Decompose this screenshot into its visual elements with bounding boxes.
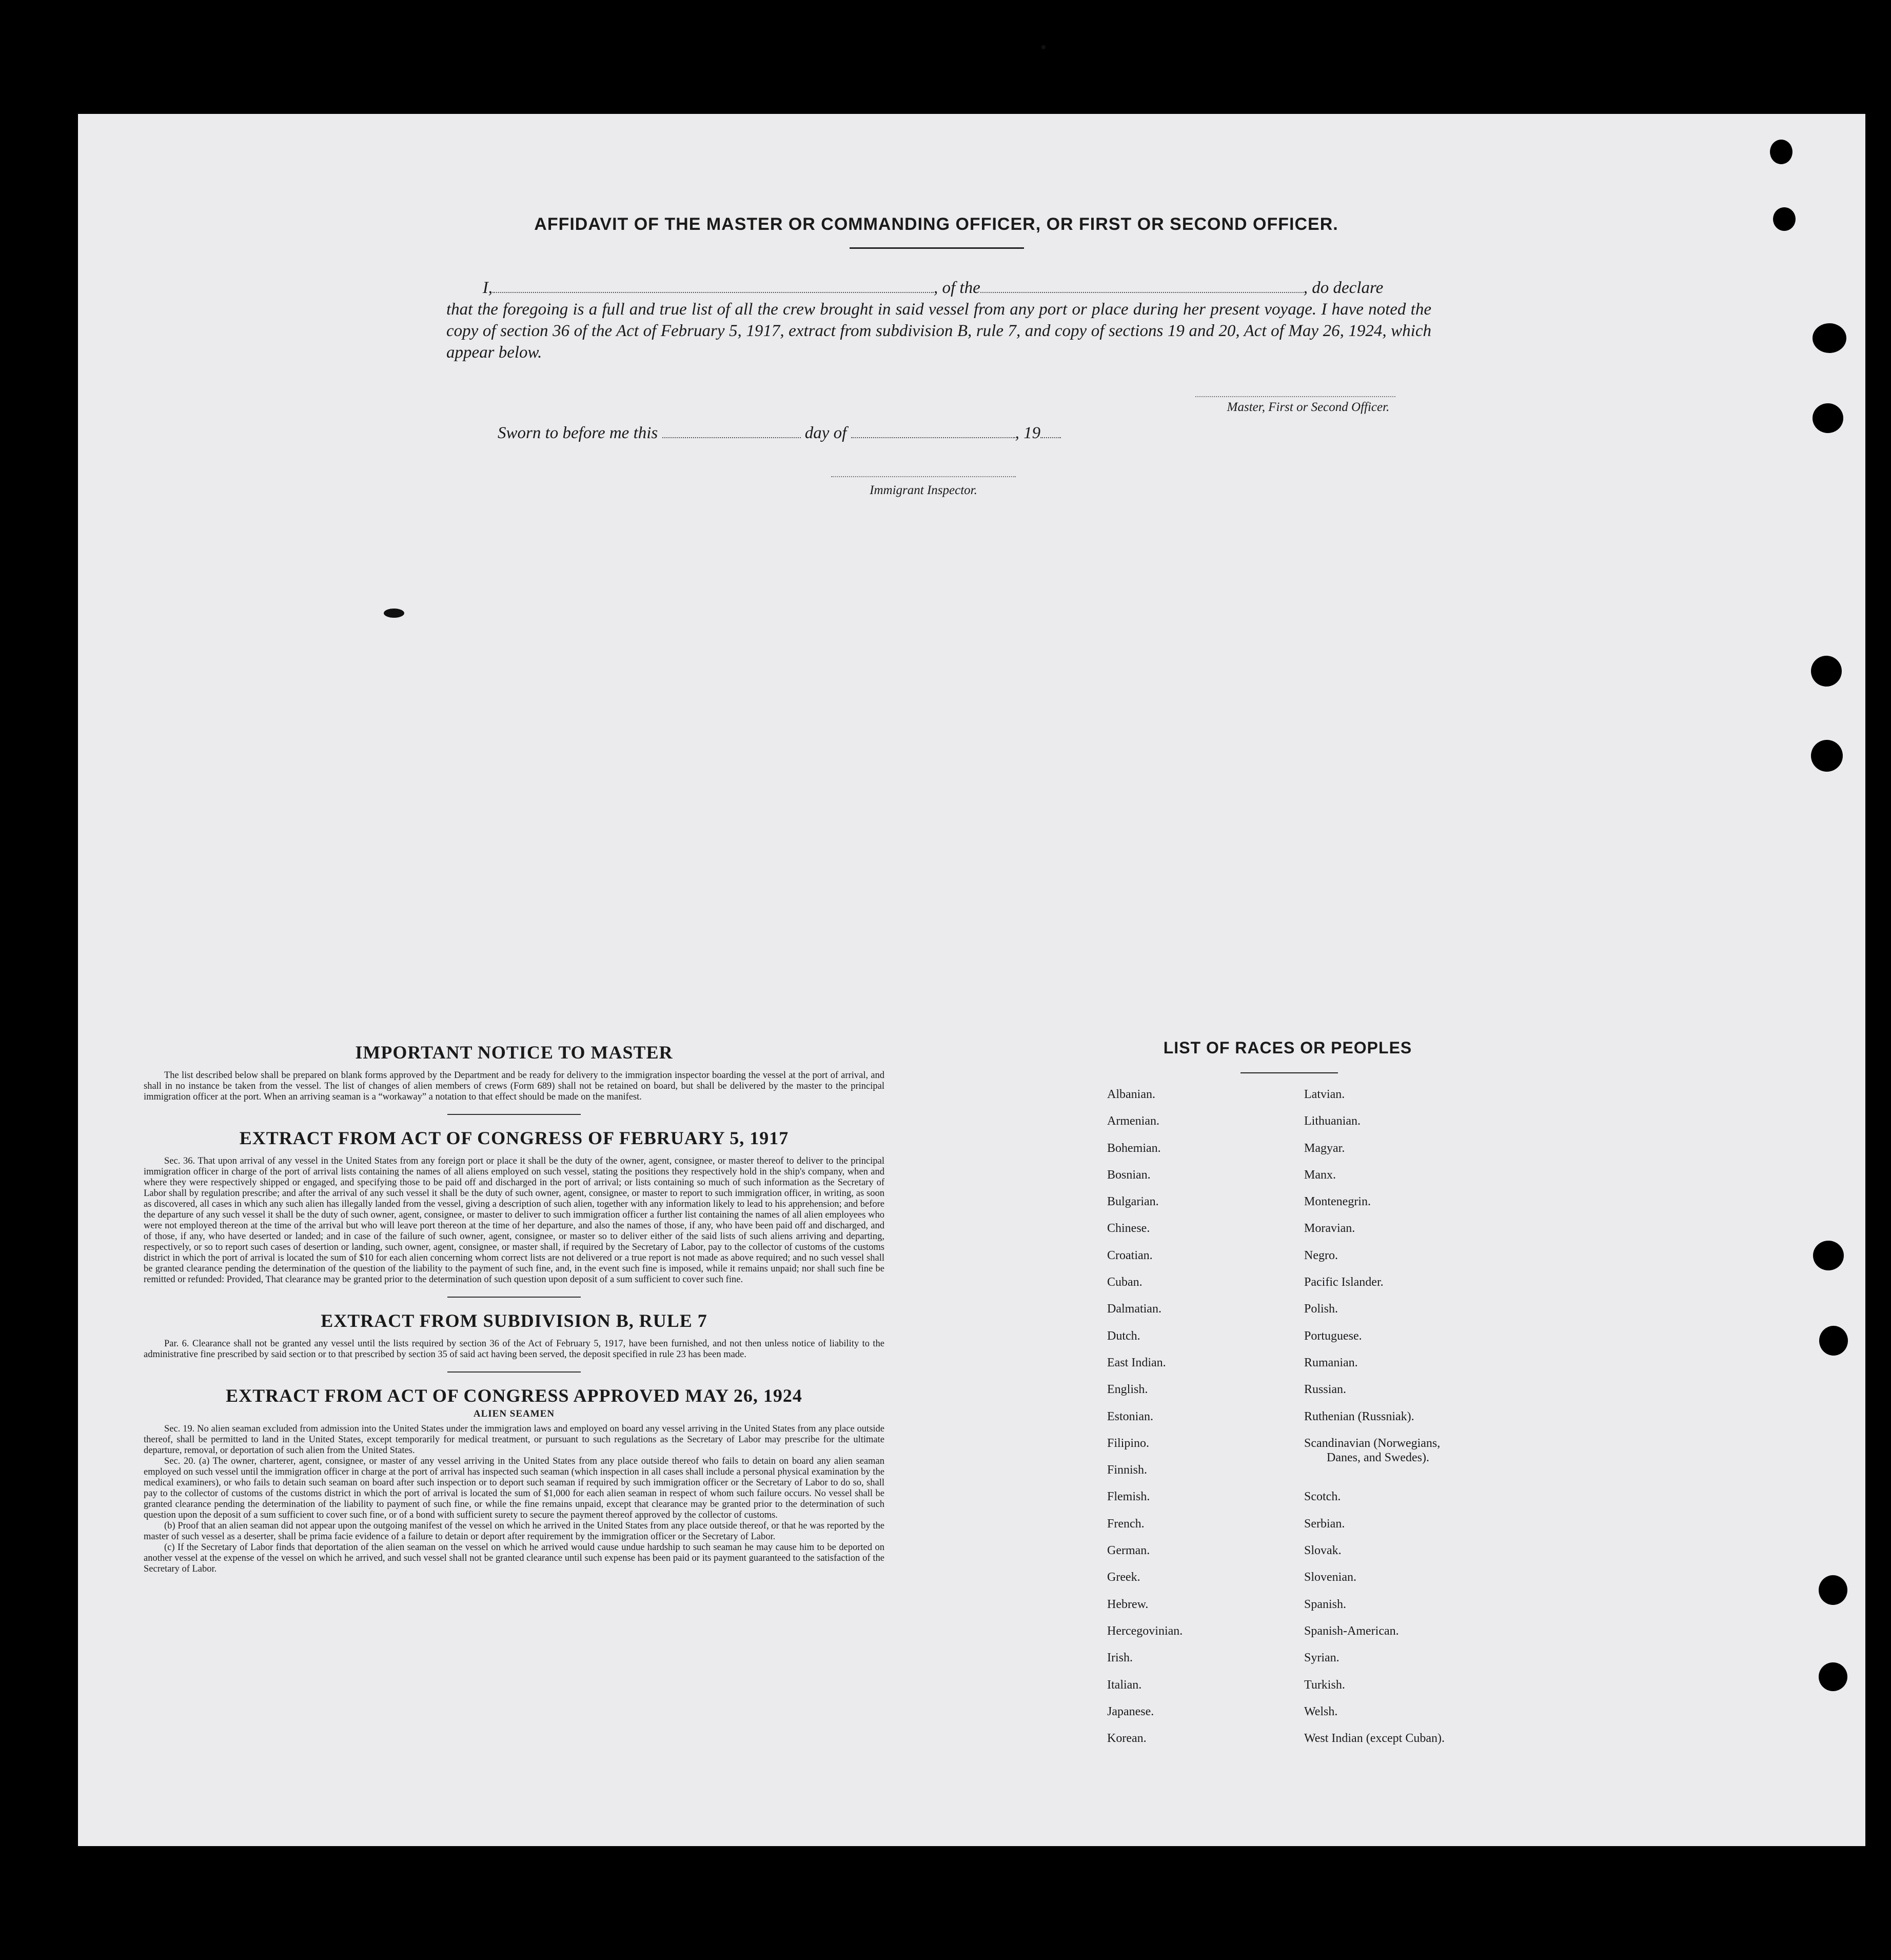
section-divider: [447, 1297, 581, 1298]
races-list-right: [1304, 1087, 1445, 1757]
race-item: Magyar.: [1304, 1141, 1345, 1155]
master-signature-line[interactable]: [1195, 396, 1395, 397]
i-label: I,: [482, 279, 493, 297]
punch-hole: [1773, 207, 1796, 231]
race-item: Moravian.: [1304, 1222, 1355, 1236]
race-item: Pacific Islander.: [1304, 1276, 1384, 1289]
race-item: Dalmatian.: [1107, 1302, 1161, 1316]
race-item: Spanish.: [1304, 1597, 1347, 1611]
name-field[interactable]: [493, 279, 934, 293]
race-item: German.: [1107, 1544, 1150, 1558]
race-item: Negro.: [1304, 1248, 1338, 1262]
notice-heading: IMPORTANT NOTICE TO MASTER: [355, 1042, 673, 1063]
sworn-line: [498, 424, 1061, 443]
declaration-text: that the foregoing is a full and true list of all the crew brought in said vessel from any port or place during her present voyage. I have noted the copy of section 36 of the Act of February 5, 1917, extract from subdivision B, rule 7, and copy of sections 19 and 20, Act of May 26, 1924, which appear below.: [446, 300, 1431, 362]
races-rule: [1240, 1072, 1338, 1073]
section-divider: [447, 1371, 581, 1373]
race-item: Bohemian.: [1107, 1141, 1161, 1155]
punch-hole: [1811, 740, 1843, 772]
extract-1924-heading: EXTRACT FROM ACT OF CONGRESS APPROVED MAY 26, 1924: [226, 1385, 802, 1406]
race-item: Italian.: [1107, 1678, 1142, 1692]
punch-hole: [1770, 140, 1792, 164]
races-heading: LIST OF RACES OR PEOPLES: [1163, 1038, 1412, 1057]
race-item: Serbian.: [1304, 1517, 1345, 1531]
affidavit-declaration: [446, 277, 1431, 363]
races-list-left: [1107, 1087, 1183, 1757]
race-item: Polish.: [1304, 1302, 1338, 1316]
section-divider: [447, 1114, 581, 1115]
ink-speck: [384, 609, 404, 618]
race-item: Latvian.: [1304, 1088, 1345, 1101]
document-sheet: [78, 114, 1865, 1846]
year-field[interactable]: [1040, 424, 1061, 438]
race-item: Croatian.: [1107, 1248, 1153, 1262]
race-item: Irish.: [1107, 1651, 1133, 1665]
race-item: Manx.: [1304, 1168, 1336, 1182]
race-item: Albanian.: [1107, 1088, 1155, 1101]
day-field[interactable]: [662, 424, 801, 438]
do-declare-label: , do declare: [1303, 279, 1384, 297]
race-item: Lithuanian.: [1304, 1114, 1361, 1128]
sec-20b-text: (b) Proof that an alien seaman did not appear upon the outgoing manifest of the vessel on which he arrived in the United States from any place outside thereof, or that he was reported by the master of such vessel as a deserter, shall be prima facie evidence of a failure to detain or deport after requirement by the immigration officer or the Secretary of Labor.: [144, 1521, 884, 1542]
race-item: Japanese.: [1107, 1704, 1154, 1718]
vessel-field[interactable]: [980, 279, 1304, 293]
affidavit-title: AFFIDAVIT OF THE MASTER OR COMMANDING OFFICER, OR FIRST OR SECOND OFFICER.: [534, 214, 1338, 234]
sec-20c-text: (c) If the Secretary of Labor finds that deportation of the alien seaman on the vessel on which he arrived would cause undue hardship to such seaman he may cause him to be deported on another vessel at the expense of the vessel on which he arrived, and such vessel shall not be granted clearance until such expense has been paid or its payment guaranteed to the satisfaction of the Secretary of Labor.: [144, 1542, 884, 1574]
race-item: Montenegrin.: [1304, 1195, 1371, 1209]
race-item: Welsh.: [1304, 1704, 1338, 1718]
punch-hole: [1819, 1575, 1847, 1605]
race-item: Bosnian.: [1107, 1168, 1151, 1182]
inspector-signature-line[interactable]: [831, 476, 1016, 477]
extract-1917-heading: EXTRACT FROM ACT OF CONGRESS OF FEBRUARY 5, 1917: [239, 1128, 789, 1148]
race-item: Hercegovinian.: [1107, 1624, 1183, 1638]
race-item: Russian.: [1304, 1383, 1347, 1397]
extract-1917-text: Sec. 36. That upon arrival of any vessel in the United States from any foreign port or place it shall be the duty of the owner, agent, consignee, or master thereof to deliver to the principal immigration officer in charge of the port of arrival lists containing the names of all aliens employed on such vessel, stating the positions they respectively hold in the ship's company, when and where they were respectively shipped or engaged, and specifying those to be paid off and discharged in the port of arrival; or lists containing so much of such information as the Secretary of Labor shall by regulation prescribe; and after the arrival of any such vessel it shall be the duty of such owner, agent, consignee, or master to report to such immigration officer, in writing, as soon as discovered, all cases in which any such alien has illegally landed from the vessel, giving a description of such alien, together with any information likely to lead to his apprehension; and before the departure of any such vessel it shall be the duty of such owner, agent, consignee, or master to deliver to such immigration officer a further list containing the names of all alien employees who were not employed thereon at the time of the arrival but who will leave port thereon at the time of her departure, and also the names of those, if any, who have been paid off and discharged, and of those, if any, who have deserted or landed; and in case of the failure of such owner, agent, consignee, or master so to deliver either of the said lists of such aliens arriving and departing, respectively, or so to report such cases of desertion or landing, such owner, agent, consignee, or master shall, if required by the Secretary of Labor, pay to the collector of customs of the customs district in which the port of arrival is located the sum of $10 for each alien concerning whom correct lists are not delivered or a true report is not made as above required; and no such vessel shall be granted clearance pending the determination of the question of the liability to the payment of such fine, and, in the event such fine is imposed, while it remains unpaid; nor shall such fine be remitted or refunded: Provided, That clearance may be granted prior to the determination of such question upon deposit of a sum sufficient to cover such fine.: [144, 1156, 884, 1285]
notice-text: The list described below shall be prepared on blank forms approved by the Department and be ready for delivery to the immigration inspector boarding the vessel at the port of arrival, and shall in no instance be taken from the vessel. The list of changes of alien members of crews (Form 689) shall not be retained on board, but shall be delivered by the master to the principal immigration officer at the port. When an arriving seaman is a “workaway” a notation to that effect should be made on the manifest.: [144, 1070, 884, 1102]
extract-rule7-text: Par. 6. Clearance shall not be granted any vessel until the lists required by section 36 of the Act of February 5, 1917, have been furnished, and not then unless notice of liability to the administrative fine prescribed by said section or to that prescribed by section 35 of said act having been served, the deposit specified in rule 23 has been made.: [144, 1339, 884, 1360]
inspector-caption: Immigrant Inspector.: [870, 483, 977, 497]
race-item: Korean.: [1107, 1732, 1147, 1746]
race-item: Scandinavian (Norwegians,: [1304, 1436, 1441, 1450]
race-item: Turkish.: [1304, 1678, 1345, 1692]
race-item: Finnish.: [1107, 1463, 1148, 1477]
race-item: Hebrew.: [1107, 1597, 1149, 1611]
race-item: Greek.: [1107, 1571, 1140, 1584]
race-item: Scotch.: [1304, 1490, 1341, 1504]
race-item: Portuguese.: [1304, 1329, 1362, 1343]
race-item: East Indian.: [1107, 1356, 1166, 1369]
race-item: English.: [1107, 1383, 1148, 1397]
race-item: Chinese.: [1107, 1222, 1150, 1236]
year-label: , 19: [1015, 424, 1041, 442]
punch-hole: [1813, 403, 1843, 433]
sec-19-text: Sec. 19. No alien seaman excluded from admission into the United States under the immigration laws and employed on board any vessel arriving in the United States from any place outside thereof, shall be permitted to land in the United States, except temporarily for medical treatment, or pursuant to such regulations as the Secretary of Labor may prescribe for the ultimate departure, removal, or deportation of such alien from the United States.: [144, 1424, 884, 1456]
punch-hole: [1819, 1662, 1847, 1691]
race-item: Ruthenian (Russniak).: [1304, 1409, 1414, 1423]
race-item: Slovenian.: [1304, 1571, 1356, 1584]
punch-hole: [1813, 1241, 1844, 1270]
race-item: French.: [1107, 1517, 1145, 1531]
race-item: Spanish-American.: [1304, 1624, 1399, 1638]
race-item: Dutch.: [1107, 1329, 1140, 1343]
race-item: West Indian (except Cuban).: [1304, 1732, 1445, 1746]
race-item: Estonian.: [1107, 1409, 1153, 1423]
master-caption: Master, First or Second Officer.: [1227, 400, 1390, 414]
extract-rule7-heading: EXTRACT FROM SUBDIVISION B, RULE 7: [321, 1310, 707, 1331]
punch-hole: [1813, 323, 1846, 353]
alien-seamen-subheading: ALIEN SEAMEN: [473, 1408, 555, 1419]
day-of-label: day of: [804, 424, 847, 442]
ink-speck: [1041, 45, 1046, 49]
month-field[interactable]: [851, 424, 1015, 438]
race-item: Danes, and Swedes).: [1327, 1451, 1429, 1464]
punch-hole: [1819, 1326, 1848, 1356]
race-item: Rumanian.: [1304, 1356, 1358, 1369]
race-item: Filipino.: [1107, 1436, 1150, 1450]
race-item: Bulgarian.: [1107, 1195, 1159, 1209]
sec-20a-text: Sec. 20. (a) The owner, charterer, agent, consignee, or master of any vessel arriving in the United States from any place outside thereof who fails to detain on board any alien seaman employed on such vessel until the immigration officer in charge at the port of arrival has inspected such seaman (which inspection in all cases shall include a personal physical examination by the medical examiners), or who fails to detain such seaman on board after such inspection or to deport such seaman if required by such immigration officer or the Secretary of Labor to do so, shall pay to the collector of customs of the customs district in which the port of arrival is located the sum of $1,000 for each alien seaman in respect of whom such failure occurs. No vessel shall be granted clearance pending the determination of the liability to payment of such fine, or while the fine remains unpaid, except that clearance may be granted prior to the determination of such question upon the deposit of a sum sufficient to cover such fine, or of a bond with sufficient surety to secure the payment thereof approved by the collector of customs.: [144, 1456, 884, 1520]
punch-hole: [1811, 656, 1842, 687]
legal-extracts: [144, 1042, 884, 1575]
race-item: Flemish.: [1107, 1490, 1150, 1504]
race-item: Slovak.: [1304, 1544, 1342, 1558]
race-item: Armenian.: [1107, 1114, 1159, 1128]
title-rule: [850, 247, 1024, 249]
of-the-label: , of the: [934, 279, 980, 297]
race-item: Cuban.: [1107, 1276, 1143, 1289]
race-item: Syrian.: [1304, 1651, 1340, 1665]
sworn-label: Sworn to before me this: [498, 424, 658, 442]
